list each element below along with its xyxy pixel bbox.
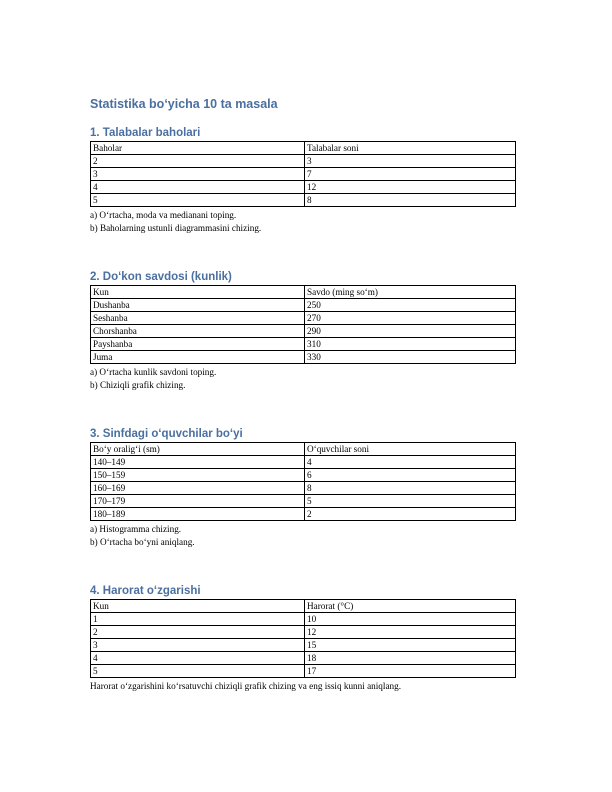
table-row (91, 456, 516, 469)
table-row (91, 299, 516, 312)
table-row (91, 351, 516, 364)
table-cell: 18 (305, 652, 516, 665)
table-row (91, 312, 516, 325)
table-header-cell: Kun (91, 600, 305, 613)
table-row (91, 155, 516, 168)
task-text: a) O‘rtacha kunlik savdoni toping. (90, 367, 217, 377)
table-cell: 2 (91, 626, 305, 639)
table-cell: 160–169 (91, 482, 305, 495)
section-heading: 4. Harorat o‘zgarishi (90, 585, 201, 597)
table-cell: 1 (91, 613, 305, 626)
table-cell: 8 (305, 194, 516, 207)
table-cell: Payshanba (91, 338, 305, 351)
table-header-cell: Bo‘y oralig‘i (sm) (91, 443, 305, 456)
table-cell: 310 (305, 338, 516, 351)
table-header-cell: Savdo (ming so‘m) (305, 286, 516, 299)
table-cell: 180–189 (91, 508, 305, 521)
table-row (91, 639, 516, 652)
table-cell: 5 (91, 665, 305, 678)
table-cell: 4 (91, 652, 305, 665)
problem-section-1 (90, 126, 516, 234)
table-row (91, 495, 516, 508)
table-row (91, 613, 516, 626)
table-header-cell: O‘quvchilar soni (305, 443, 516, 456)
table-header-row (91, 142, 516, 155)
table-row (91, 168, 516, 181)
table-header-row (91, 286, 516, 299)
table-cell: 5 (91, 194, 305, 207)
task-text: b) Chiziqli grafik chizing. (90, 379, 186, 390)
table-row (91, 652, 516, 665)
table-cell: 4 (305, 456, 516, 469)
table-cell: 2 (305, 508, 516, 521)
table-row (91, 181, 516, 194)
data-table (90, 141, 516, 207)
data-table (90, 599, 516, 678)
task-text: b) O‘rtacha bo‘yni aniqlang. (90, 536, 195, 547)
table-cell: 2 (91, 155, 305, 168)
table-cell: 17 (305, 665, 516, 678)
table-cell: Seshanba (91, 312, 305, 325)
task-text: Harorat o‘zgarishini ko‘rsatuvchi chiziqli grafik chizing va eng issiq kunni aniqlang. (90, 681, 402, 691)
table-row (91, 626, 516, 639)
table-cell: 6 (305, 469, 516, 482)
table-cell: 4 (91, 181, 305, 194)
problem-section-4 (90, 584, 516, 693)
table-row (91, 482, 516, 495)
table-cell: 270 (305, 312, 516, 325)
table-header-cell: Harorat (°C) (305, 600, 516, 613)
table-cell: 170–179 (91, 495, 305, 508)
data-table (90, 285, 516, 364)
table-row (91, 469, 516, 482)
table-cell: Chorshanba (91, 325, 305, 338)
table-cell: Dushanba (91, 299, 305, 312)
table-row (91, 325, 516, 338)
table-header-cell: Baholar (91, 142, 305, 155)
table-row (91, 194, 516, 207)
table-row (91, 665, 516, 678)
task-text: a) Histogramma chizing. (90, 524, 182, 534)
section-heading: 3. Sinfdagi o‘quvchilar bo‘yi (90, 428, 243, 440)
data-table (90, 442, 516, 521)
table-cell: 330 (305, 351, 516, 364)
table-cell: 7 (305, 168, 516, 181)
document-page (90, 96, 516, 693)
table-cell: 290 (305, 325, 516, 338)
table-header-row (91, 443, 516, 456)
table-cell: 10 (305, 613, 516, 626)
table-cell: 12 (305, 626, 516, 639)
table-cell: 250 (305, 299, 516, 312)
table-cell: 15 (305, 639, 516, 652)
table-cell: 5 (305, 495, 516, 508)
table-cell: 3 (305, 155, 516, 168)
problem-section-3 (90, 427, 516, 548)
table-cell: 140–149 (91, 456, 305, 469)
table-cell: 12 (305, 181, 516, 194)
task-text: a) O‘rtacha, moda va medianani toping. (90, 210, 237, 220)
problem-section-2 (90, 270, 516, 391)
section-heading: 2. Do‘kon savdosi (kunlik) (90, 271, 232, 283)
table-header-row (91, 600, 516, 613)
task-text: b) Baholarning ustunli diagrammasini chizing. (90, 222, 262, 233)
table-header-cell: Kun (91, 286, 305, 299)
section-heading: 1. Talabalar baholari (90, 127, 201, 139)
table-cell: Juma (91, 351, 305, 364)
table-cell: 3 (91, 639, 305, 652)
table-cell: 8 (305, 482, 516, 495)
table-header-cell: Talabalar soni (305, 142, 516, 155)
table-cell: 150–159 (91, 469, 305, 482)
document-title: Statistika bo‘yicha 10 ta masala (90, 97, 278, 111)
table-cell: 3 (91, 168, 305, 181)
table-row (91, 338, 516, 351)
table-row (91, 508, 516, 521)
